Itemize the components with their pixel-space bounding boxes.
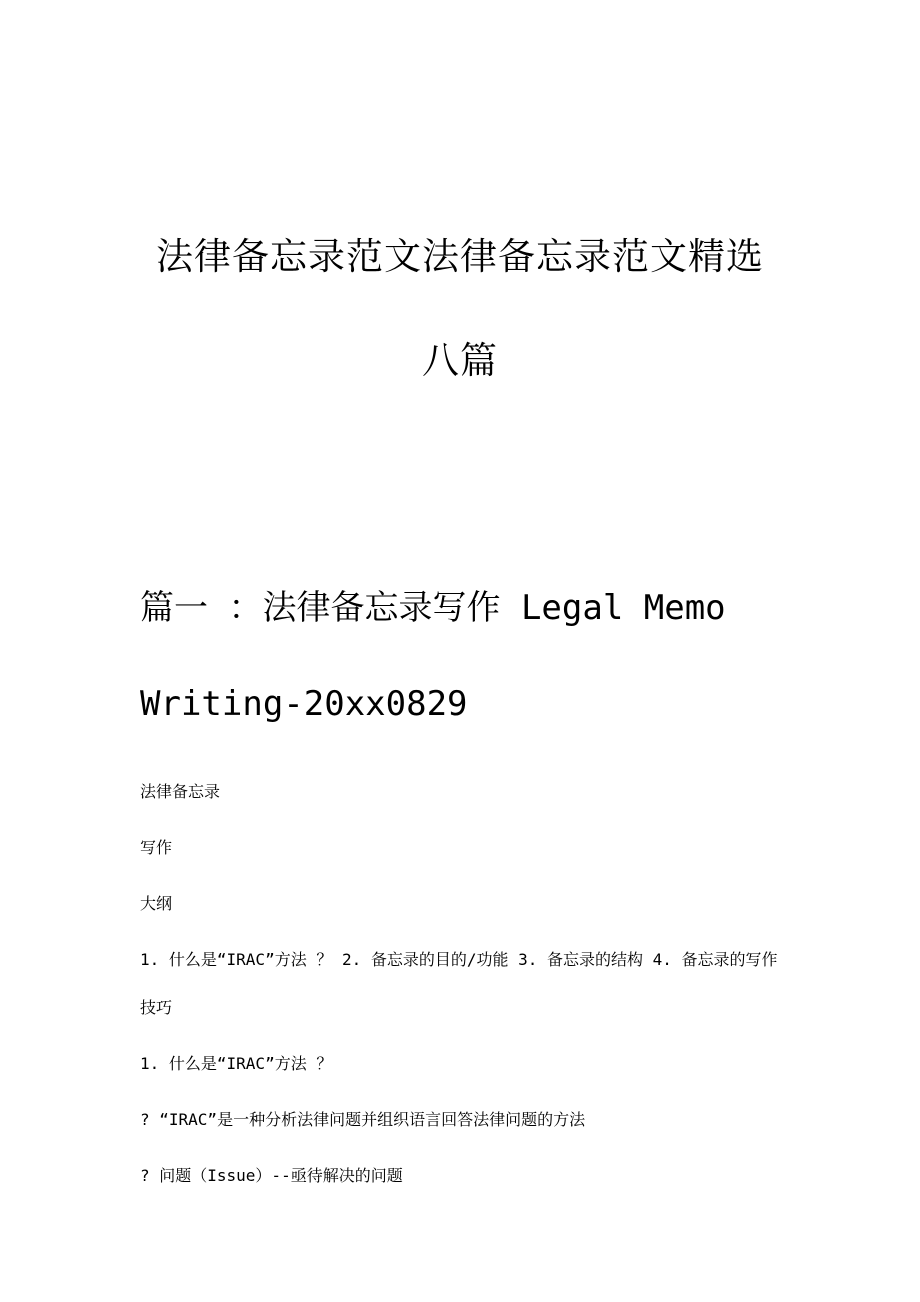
body-line-memo: 法律备忘录 bbox=[140, 782, 221, 801]
body-line-outline: 大纲 bbox=[140, 894, 173, 913]
section-heading: 篇一 ：法律备忘录写作 Legal Memo Writing-20xx0829 bbox=[140, 588, 726, 724]
body-line-issue: ? 问题（Issue）--亟待解决的问题 bbox=[140, 1166, 403, 1185]
body-line-writing: 写作 bbox=[140, 838, 173, 857]
document-title: 法律备忘录范文法律备忘录范文精选八篇 bbox=[156, 235, 764, 382]
body-line-irac-question: 1. 什么是“IRAC”方法 ？ bbox=[140, 1054, 333, 1073]
body-line-outline-list: 1. 什么是“IRAC”方法 ？ 2. 备忘录的目的/功能 3. 备忘录的结构 4. 备忘录的写作技巧 bbox=[140, 950, 778, 1017]
body-line-irac-definition: ? “IRAC”是一种分析法律问题并组织语言回答法律问题的方法 bbox=[140, 1110, 586, 1129]
body-text bbox=[140, 776, 780, 1216]
